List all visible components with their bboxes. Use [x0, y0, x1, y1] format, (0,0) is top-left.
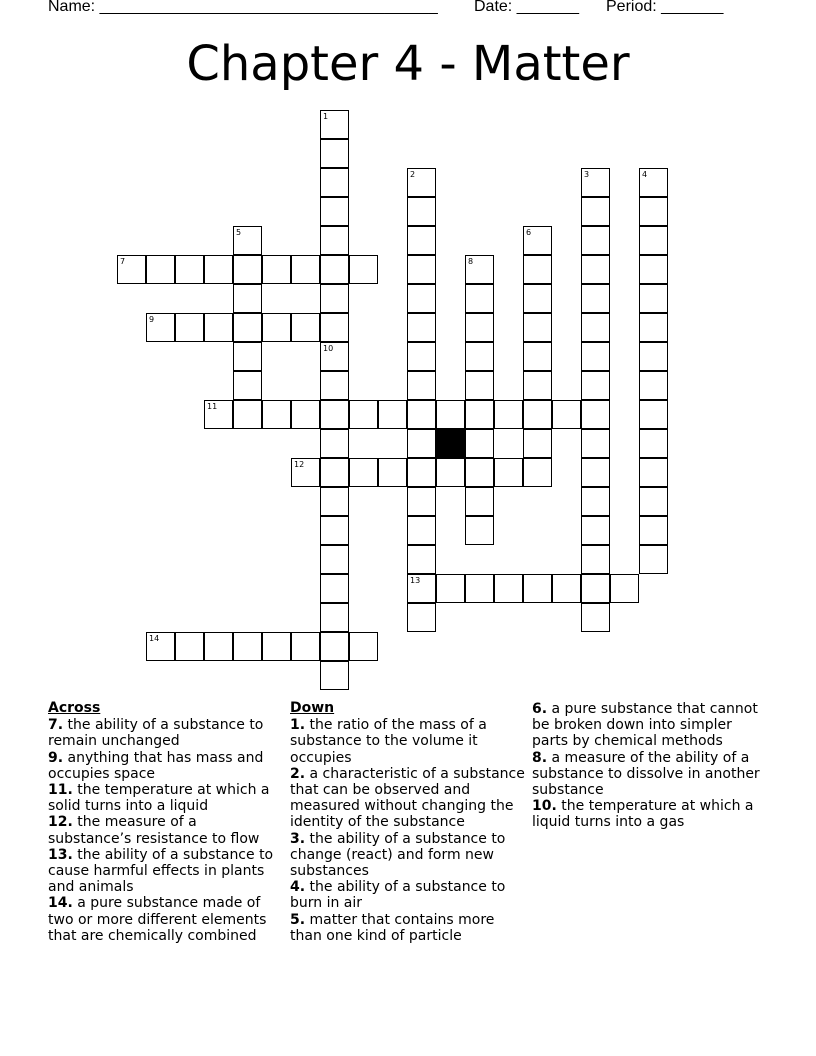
grid-cell[interactable] — [465, 516, 494, 545]
grid-cell[interactable] — [233, 313, 262, 342]
clue-item-number: 5. — [290, 911, 306, 928]
grid-cell[interactable] — [320, 110, 349, 139]
clue-item-number: 1. — [290, 717, 306, 734]
grid-cell[interactable] — [262, 632, 291, 661]
clue-item-text: the ability of a substance to change (react) and form new substances — [290, 830, 506, 880]
grid-cell[interactable] — [639, 516, 668, 545]
clue-number: 4 — [642, 170, 648, 179]
grid-cell[interactable] — [581, 284, 610, 313]
clue-item-number: 7. — [48, 717, 64, 734]
grid-cell[interactable] — [523, 400, 552, 429]
grid-cell[interactable] — [639, 400, 668, 429]
grid-cell[interactable] — [581, 487, 610, 516]
grid-cell[interactable] — [465, 487, 494, 516]
grid-cell[interactable] — [233, 226, 262, 255]
grid-cell[interactable] — [291, 458, 320, 487]
grid-cell[interactable] — [465, 255, 494, 284]
clue-item-number: 3. — [290, 830, 306, 847]
clue-number: 1 — [323, 112, 329, 121]
clue-item-text: a pure substance made of two or more different elements that are chemically combined — [48, 895, 267, 944]
clue-item-number: 10. — [532, 798, 557, 815]
clue-number: 7 — [120, 257, 126, 266]
clue-number: 9 — [149, 315, 155, 324]
grid-cell[interactable] — [233, 400, 262, 429]
grid-cell[interactable] — [552, 400, 581, 429]
clue-item-text: anything that has mass and occupies space — [48, 749, 264, 782]
page-title: Chapter 4 - Matter — [186, 36, 630, 92]
grid-cell[interactable] — [581, 313, 610, 342]
grid-cell[interactable] — [349, 400, 378, 429]
grid-cell[interactable] — [320, 429, 349, 458]
grid-cell[interactable] — [407, 168, 436, 197]
grid-cell[interactable] — [639, 197, 668, 226]
grid-cell[interactable] — [407, 429, 436, 458]
period-field[interactable]: Period: _______ — [606, 0, 724, 15]
grid-cell[interactable] — [407, 574, 436, 603]
grid-cell[interactable] — [262, 313, 291, 342]
grid-cell[interactable] — [639, 342, 668, 371]
grid-cell[interactable] — [581, 516, 610, 545]
grid-cell[interactable] — [320, 603, 349, 632]
clue-number: 2 — [410, 170, 416, 179]
grid-cell[interactable] — [523, 342, 552, 371]
grid-cell[interactable] — [262, 400, 291, 429]
clue-item — [290, 912, 528, 944]
clue-number: 5 — [236, 228, 242, 237]
clue-item-number: 11. — [48, 782, 73, 799]
grid-cell[interactable] — [639, 458, 668, 487]
clue-item-text: the ability of a substance to cause harmful effects in plants and animals — [48, 846, 274, 896]
grid-cell[interactable] — [262, 255, 291, 284]
grid-cell[interactable] — [552, 574, 581, 603]
grid-cell[interactable] — [407, 487, 436, 516]
grid-cell[interactable] — [291, 400, 320, 429]
clue-item-text: the temperature at which a liquid turns into a gas — [532, 798, 754, 831]
clue-item-number: 2. — [290, 765, 306, 782]
clue-item-number: 6. — [532, 701, 548, 717]
grid-cell[interactable] — [581, 226, 610, 255]
clue-item-number: 4. — [290, 879, 306, 896]
clue-item-number: 8. — [532, 749, 548, 766]
clue-item-number: 13. — [48, 846, 73, 863]
grid-cell[interactable] — [465, 342, 494, 371]
clue-number: 14 — [149, 634, 160, 643]
grid-cell[interactable] — [378, 458, 407, 487]
down-clues-continued — [532, 701, 768, 831]
grid-cell[interactable] — [407, 255, 436, 284]
grid-cell[interactable] — [465, 458, 494, 487]
grid-cell[interactable] — [523, 313, 552, 342]
grid-cell[interactable] — [291, 313, 320, 342]
grid-cell[interactable] — [465, 574, 494, 603]
grid-cell[interactable] — [436, 400, 465, 429]
clue-item-number: 9. — [48, 749, 64, 766]
grid-cell[interactable] — [581, 458, 610, 487]
grid-cell[interactable] — [523, 255, 552, 284]
across-clues — [48, 700, 284, 944]
grid-cell[interactable] — [581, 197, 610, 226]
grid-cell[interactable] — [407, 603, 436, 632]
grid-cell[interactable] — [349, 632, 378, 661]
clue-number: 11 — [207, 402, 218, 411]
clue-item — [532, 701, 768, 750]
clue-item-text: the measure of a substance’s resistance to flow — [48, 814, 260, 847]
grid-cell[interactable] — [146, 313, 175, 342]
clue-item — [290, 717, 528, 766]
grid-cell[interactable] — [436, 458, 465, 487]
grid-cell[interactable] — [320, 226, 349, 255]
grid-cell[interactable] — [233, 255, 262, 284]
grid-cell[interactable] — [523, 226, 552, 255]
grid-cell[interactable] — [407, 545, 436, 574]
across-heading: Across — [48, 700, 101, 716]
clue-item — [48, 847, 284, 896]
grid-cell[interactable] — [465, 284, 494, 313]
clue-item-number: 12. — [48, 814, 73, 831]
clue-item-text: a measure of the ability of a substance to dissolve in another substance — [532, 749, 760, 799]
clue-number: 10 — [323, 344, 334, 353]
grid-cell[interactable] — [610, 574, 639, 603]
grid-cell[interactable] — [407, 197, 436, 226]
down-heading: Down — [290, 700, 335, 716]
grid-cell[interactable] — [581, 574, 610, 603]
grid-cell[interactable] — [320, 371, 349, 400]
clue-item — [48, 750, 284, 782]
clue-item — [48, 814, 284, 846]
clue-item — [532, 798, 768, 830]
grid-cell[interactable] — [639, 255, 668, 284]
grid-cell[interactable] — [639, 429, 668, 458]
clue-item — [48, 895, 284, 944]
grid-cell[interactable] — [581, 429, 610, 458]
grid-cell[interactable] — [320, 574, 349, 603]
grid-cell[interactable] — [320, 516, 349, 545]
grid-cell[interactable] — [494, 574, 523, 603]
clue-item — [532, 750, 768, 799]
grid-cell[interactable] — [407, 371, 436, 400]
grid-cell[interactable] — [523, 429, 552, 458]
grid-cell[interactable] — [320, 400, 349, 429]
grid-cell[interactable] — [146, 255, 175, 284]
clue-item-number: 14. — [48, 895, 73, 912]
clue-item-text: the ability of a substance to remain unchanged — [48, 717, 264, 750]
grid-cell[interactable] — [581, 603, 610, 632]
grid-cell[interactable] — [523, 284, 552, 313]
clue-item — [290, 766, 528, 831]
grid-cell[interactable] — [349, 458, 378, 487]
grid-cell[interactable] — [523, 458, 552, 487]
clue-item-text: a pure substance that cannot be broken down into simpler parts by chemical methods — [532, 701, 758, 750]
grid-cell[interactable] — [465, 429, 494, 458]
grid-cell[interactable] — [407, 226, 436, 255]
clue-item-text: a characteristic of a substance that can be observed and measured without changing the identity of the substance — [290, 765, 525, 831]
grid-cell[interactable] — [407, 342, 436, 371]
clue-item-text: the temperature at which a solid turns into a liquid — [48, 782, 270, 815]
grid-cell[interactable] — [204, 255, 233, 284]
clue-number: 6 — [526, 228, 532, 237]
grid-cell[interactable] — [494, 400, 523, 429]
clue-item — [48, 717, 284, 749]
grid-cell[interactable] — [581, 545, 610, 574]
grid-cell[interactable] — [523, 574, 552, 603]
grid-cell[interactable] — [581, 168, 610, 197]
grid-cell[interactable] — [639, 284, 668, 313]
black-cell — [436, 429, 465, 458]
grid-cell[interactable] — [407, 313, 436, 342]
grid-cell[interactable] — [407, 516, 436, 545]
grid-cell[interactable] — [581, 255, 610, 284]
grid-cell[interactable] — [291, 632, 320, 661]
grid-cell[interactable] — [320, 342, 349, 371]
grid-cell[interactable] — [204, 632, 233, 661]
grid-cell[interactable] — [320, 255, 349, 284]
grid-cell[interactable] — [291, 255, 320, 284]
clue-number: 8 — [468, 257, 474, 266]
grid-cell[interactable] — [233, 632, 262, 661]
grid-cell[interactable] — [320, 284, 349, 313]
grid-cell[interactable] — [320, 197, 349, 226]
grid-cell[interactable] — [639, 168, 668, 197]
grid-cell[interactable] — [175, 255, 204, 284]
grid-cell[interactable] — [320, 313, 349, 342]
grid-cell[interactable] — [407, 400, 436, 429]
grid-cell[interactable] — [117, 255, 146, 284]
grid-cell[interactable] — [146, 632, 175, 661]
clue-number: 13 — [410, 576, 421, 585]
grid-cell[interactable] — [320, 139, 349, 168]
grid-cell[interactable] — [407, 284, 436, 313]
clue-item — [290, 831, 528, 880]
grid-cell[interactable] — [233, 284, 262, 313]
grid-cell[interactable] — [639, 313, 668, 342]
grid-cell[interactable] — [581, 371, 610, 400]
name-field[interactable]: Name: ______________________________________ — [48, 0, 438, 15]
grid-cell[interactable] — [436, 574, 465, 603]
clue-item — [48, 782, 284, 814]
grid-cell[interactable] — [581, 400, 610, 429]
grid-cell[interactable] — [320, 458, 349, 487]
grid-cell[interactable] — [320, 168, 349, 197]
clue-item-text: matter that contains more than one kind of particle — [290, 911, 495, 944]
grid-cell[interactable] — [639, 487, 668, 516]
grid-cell[interactable] — [320, 661, 349, 690]
grid-cell[interactable] — [204, 313, 233, 342]
down-clues — [290, 700, 528, 944]
grid-cell[interactable] — [175, 632, 204, 661]
grid-cell[interactable] — [320, 545, 349, 574]
clue-item-text: the ratio of the mass of a substance to the volume it occupies — [290, 717, 487, 766]
grid-cell[interactable] — [639, 545, 668, 574]
grid-cell[interactable] — [378, 400, 407, 429]
clue-item-text: the ability of a substance to burn in air — [290, 879, 506, 912]
grid-cell[interactable] — [465, 313, 494, 342]
grid-cell[interactable] — [320, 632, 349, 661]
grid-cell[interactable] — [349, 255, 378, 284]
clue-item — [290, 879, 528, 911]
grid-cell[interactable] — [233, 342, 262, 371]
clue-number: 3 — [584, 170, 590, 179]
grid-cell[interactable] — [639, 226, 668, 255]
grid-cell[interactable] — [204, 400, 233, 429]
clue-number: 12 — [294, 460, 305, 469]
grid-cell[interactable] — [465, 371, 494, 400]
grid-cell[interactable] — [494, 458, 523, 487]
grid-cell[interactable] — [581, 342, 610, 371]
grid-cell[interactable] — [407, 458, 436, 487]
grid-cell[interactable] — [320, 487, 349, 516]
grid-cell[interactable] — [233, 371, 262, 400]
grid-cell[interactable] — [175, 313, 204, 342]
grid-cell[interactable] — [465, 400, 494, 429]
grid-cell[interactable] — [523, 371, 552, 400]
grid-cell[interactable] — [639, 371, 668, 400]
date-field[interactable]: Date: _______ — [474, 0, 579, 15]
